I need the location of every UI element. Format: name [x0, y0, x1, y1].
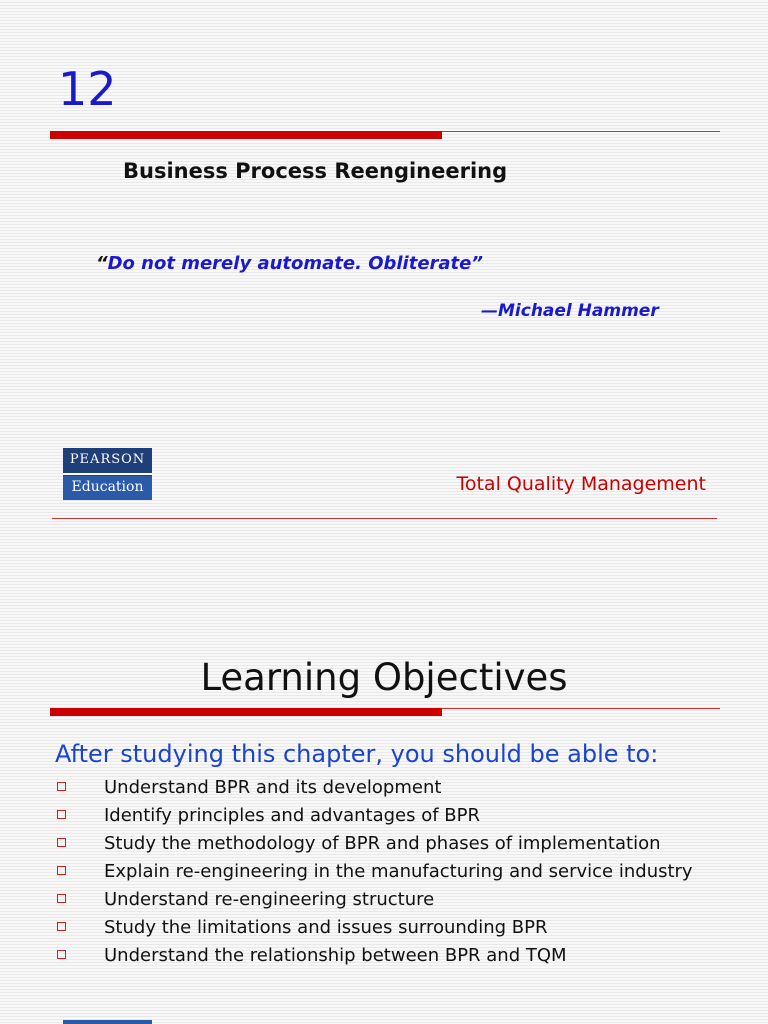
- objective-item: [56, 832, 736, 855]
- quote-attribution: —Michael Hammer: [481, 301, 659, 321]
- quote-open-mark: “: [96, 253, 108, 274]
- objective-item: [56, 916, 736, 939]
- quote-text: Do not merely automate. Obliterate”: [107, 253, 483, 274]
- objective-item: [56, 804, 736, 827]
- objective-text: Understand the relationship between BPR and TQM: [104, 945, 567, 966]
- objective-text: Study the limitations and issues surrounding BPR: [104, 917, 548, 938]
- square-bullet-icon: [57, 922, 66, 931]
- square-bullet-icon: [57, 810, 66, 819]
- square-bullet-icon: [57, 782, 66, 791]
- objective-item: [56, 888, 736, 911]
- square-bullet-icon: [57, 950, 66, 959]
- objectives-list: [56, 776, 736, 972]
- objectives-rule-thin: [442, 708, 720, 709]
- header-rule-thick: [50, 131, 442, 139]
- square-bullet-icon: [57, 838, 66, 847]
- objective-text: Identify principles and advantages of BPR: [104, 805, 481, 826]
- square-bullet-icon: [57, 866, 66, 875]
- chapter-number: 12: [58, 62, 117, 116]
- slide-learning-objectives: [0, 640, 768, 1024]
- logo-divider: [63, 473, 152, 475]
- course-title: Total Quality Management: [456, 473, 706, 495]
- square-bullet-icon: [57, 894, 66, 903]
- objective-text: Explain re-engineering in the manufacturing and service industry: [104, 861, 693, 882]
- objective-item: [56, 944, 736, 967]
- footer-rule: [52, 518, 717, 519]
- chapter-title: Business Process Reengineering: [123, 159, 508, 183]
- objective-item: [56, 860, 736, 883]
- objective-item: [56, 776, 736, 799]
- logo-bottom-text: Education: [63, 476, 152, 500]
- header-rule-thin: [442, 131, 720, 132]
- objectives-intro: After studying this chapter, you should be able to:: [55, 740, 659, 768]
- logo-top-text: PEARSON: [69, 452, 146, 467]
- objective-text: Study the methodology of BPR and phases of implementation: [104, 833, 661, 854]
- objectives-title: Learning Objectives: [200, 656, 568, 699]
- objective-text: Understand re-engineering structure: [104, 889, 435, 910]
- pearson-education-logo: [63, 448, 152, 500]
- objectives-rule-thick: [50, 708, 442, 716]
- objective-text: Understand BPR and its development: [104, 777, 442, 798]
- quote: [96, 253, 483, 274]
- next-logo-peek: [63, 1020, 152, 1024]
